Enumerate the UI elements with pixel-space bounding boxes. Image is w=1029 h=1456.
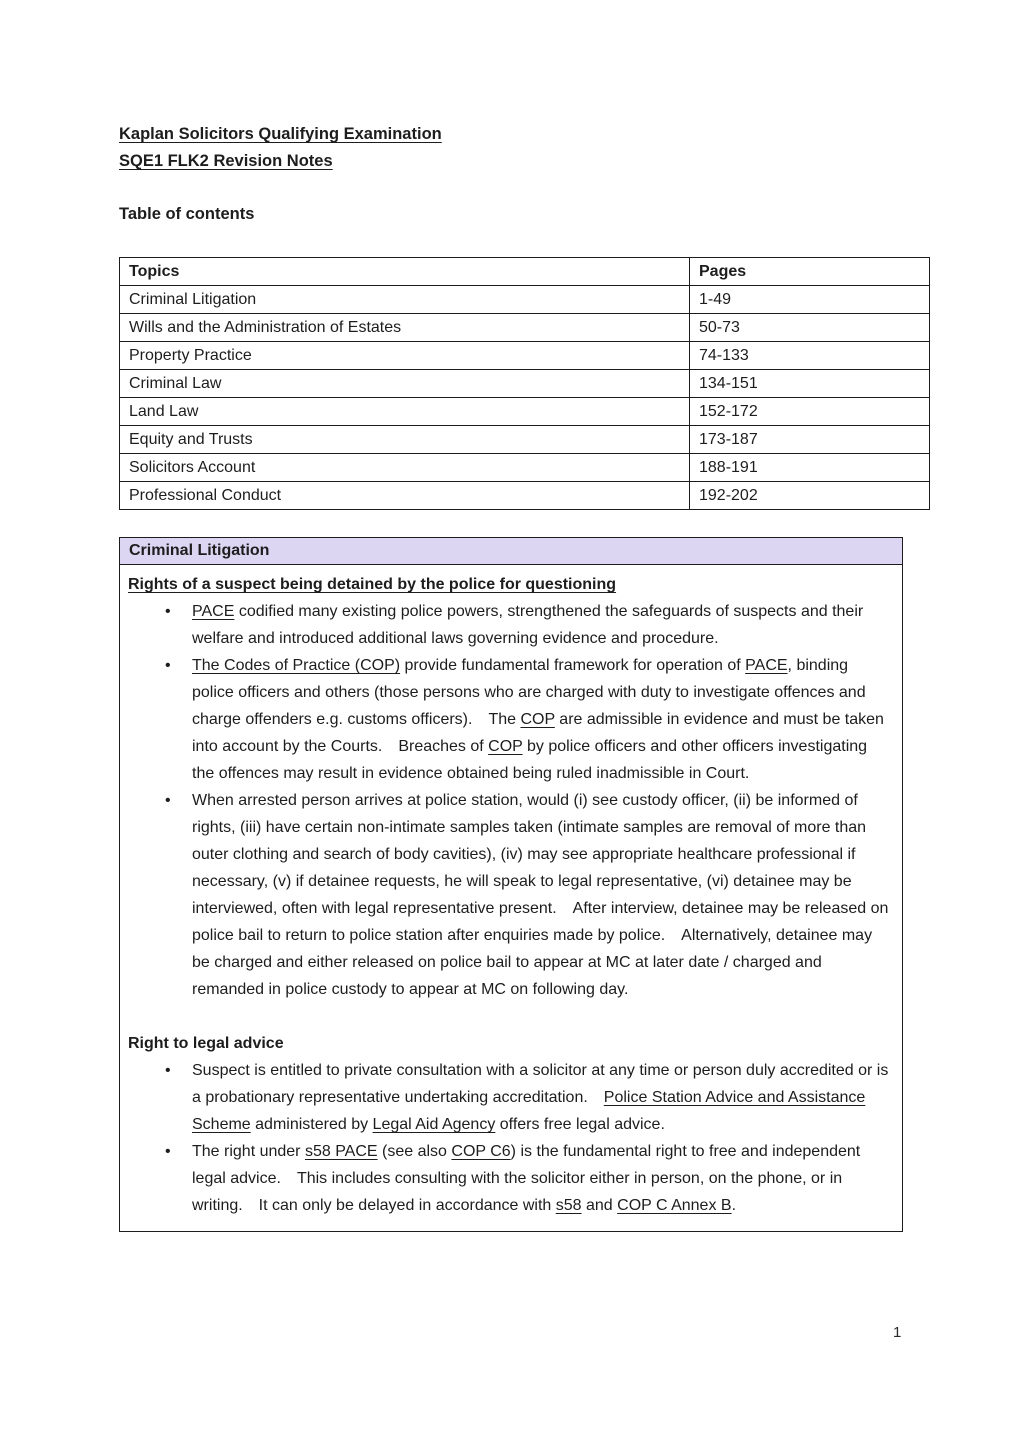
- toc-topic-cell: Equity and Trusts: [120, 426, 690, 454]
- bullet-icon: •: [165, 657, 171, 674]
- toc-pages-cell: 192-202: [690, 482, 930, 510]
- text-segment: Right to legal advice: [128, 1035, 284, 1052]
- doc-title-line-2: SQE1 FLK2 Revision Notes: [119, 152, 333, 170]
- bullet-item: [128, 1138, 890, 1219]
- bullet-item: [128, 652, 890, 787]
- text-segment: ) is the fundamental right to free and independent legal advice. This includes consulting with the solicitor either in person, on the phone, or in writing. It can only be delayed in accordance with: [192, 1143, 861, 1214]
- bullet-icon: •: [165, 603, 171, 620]
- text-segment: by police officers and other officers investigating the offences may result in evidence obtained being ruled inadmissible in Court.: [192, 738, 868, 782]
- text-segment: and: [581, 1197, 618, 1214]
- bullet-item: [128, 598, 890, 652]
- toc-topic-cell: Professional Conduct: [120, 482, 690, 510]
- toc-header-pages: Pages: [690, 258, 930, 286]
- table-row: [120, 342, 930, 370]
- underlined-text: Rights of a suspect being detained by the police for questioning: [128, 576, 617, 593]
- text-segment: .: [731, 1197, 737, 1214]
- toc-topic-cell: Property Practice: [120, 342, 690, 370]
- text-segment: (see also: [377, 1143, 452, 1160]
- toc-topic-cell: Criminal Litigation: [120, 286, 690, 314]
- toc-pages-cell: 1-49: [690, 286, 930, 314]
- toc-heading: Table of contents: [119, 205, 255, 223]
- toc-table: [119, 257, 930, 510]
- toc-pages-cell: 50-73: [690, 314, 930, 342]
- text-segment: , binding police officers and others (those persons who are charged with duty to investigate offences and charge offenders e.g. customs officers). The: [192, 657, 866, 728]
- bullet-icon: •: [165, 1143, 171, 1160]
- section-body: [120, 565, 902, 1231]
- underlined-text: s58: [555, 1197, 582, 1214]
- text-segment: administered by: [250, 1116, 373, 1133]
- bullet-text: [192, 787, 890, 1003]
- underlined-text: PACE: [745, 657, 788, 674]
- doc-title: [119, 121, 442, 175]
- toc-topic-cell: Land Law: [120, 398, 690, 426]
- table-row: [120, 454, 930, 482]
- underlined-text: Legal Aid Agency: [372, 1116, 496, 1133]
- section-header: Criminal Litigation: [120, 538, 902, 565]
- bullet-icon: •: [165, 792, 171, 809]
- toc-topic-cell: Solicitors Account: [120, 454, 690, 482]
- page-number: 1: [893, 1324, 902, 1341]
- doc-title-line-1: Kaplan Solicitors Qualifying Examination: [119, 125, 442, 143]
- bullet-item: [128, 787, 890, 1003]
- criminal-litigation-section: [119, 537, 903, 1232]
- table-row: [120, 482, 930, 510]
- toc-topic-cell: Wills and the Administration of Estates: [120, 314, 690, 342]
- underlined-text: Police Station Advice and Assistance Scheme: [192, 1089, 866, 1133]
- text-segment: codified many existing police powers, strengthened the safeguards of suspects and their welfare and introduced additional laws governing evidence and procedure.: [192, 603, 864, 647]
- bullet-text: [192, 1057, 890, 1138]
- table-row: [120, 426, 930, 454]
- toc-pages-cell: 152-172: [690, 398, 930, 426]
- toc-topic-cell: Criminal Law: [120, 370, 690, 398]
- text-segment: Suspect is entitled to private consultation with a solicitor at any time or person duly accredited or is a probationary representative undertaking accreditation.: [192, 1062, 889, 1106]
- toc-header-row: [120, 258, 930, 286]
- section-subheading: [128, 571, 890, 598]
- section-subheading: [128, 1030, 890, 1057]
- bullet-item: [128, 1057, 890, 1138]
- toc-pages-cell: 188-191: [690, 454, 930, 482]
- underlined-text: COP C Annex B: [617, 1197, 732, 1214]
- spacer: [128, 1003, 890, 1030]
- bullet-text: [192, 598, 890, 652]
- table-row: [120, 286, 930, 314]
- underlined-text: COP: [520, 711, 555, 728]
- bullet-text: [192, 652, 890, 787]
- text-segment: offers free legal advice.: [495, 1116, 665, 1133]
- underlined-text: PACE: [192, 603, 235, 620]
- text-segment: The right under: [192, 1143, 305, 1160]
- bullet-icon: •: [165, 1062, 171, 1079]
- table-row: [120, 370, 930, 398]
- underlined-text: The Codes of Practice (COP): [192, 657, 401, 674]
- bullet-text: [192, 1138, 890, 1219]
- toc-pages-cell: 134-151: [690, 370, 930, 398]
- underlined-text: s58 PACE: [304, 1143, 378, 1160]
- table-row: [120, 314, 930, 342]
- underlined-text: COP C6: [451, 1143, 511, 1160]
- table-row: [120, 398, 930, 426]
- underlined-text: COP: [488, 738, 523, 755]
- toc-pages-cell: 173-187: [690, 426, 930, 454]
- toc-header-topics: Topics: [120, 258, 690, 286]
- text-segment: When arrested person arrives at police station, would (i) see custody officer, (ii) be informed of rights, (iii) have certain non-intimate samples taken (intimate samples are removal of more than outer clothing and search of body cavities), (iv) may see appropriate healthcare professional if necessary, (v) if detainee requests, he will speak to legal representative, (vi) detainee may be interviewed, often with legal representative present. After interview, detainee may be released on police bail to return to police station after enquiries made by police. Alternatively, detainee may be charged and either released on police bail to appear at MC at later date / charged and remanded in police custody to appear at MC on following day.: [192, 792, 889, 998]
- text-segment: are admissible in evidence and must be taken into account by the Courts. Breaches of: [192, 711, 884, 755]
- text-segment: provide fundamental framework for operation of: [400, 657, 746, 674]
- toc-pages-cell: 74-133: [690, 342, 930, 370]
